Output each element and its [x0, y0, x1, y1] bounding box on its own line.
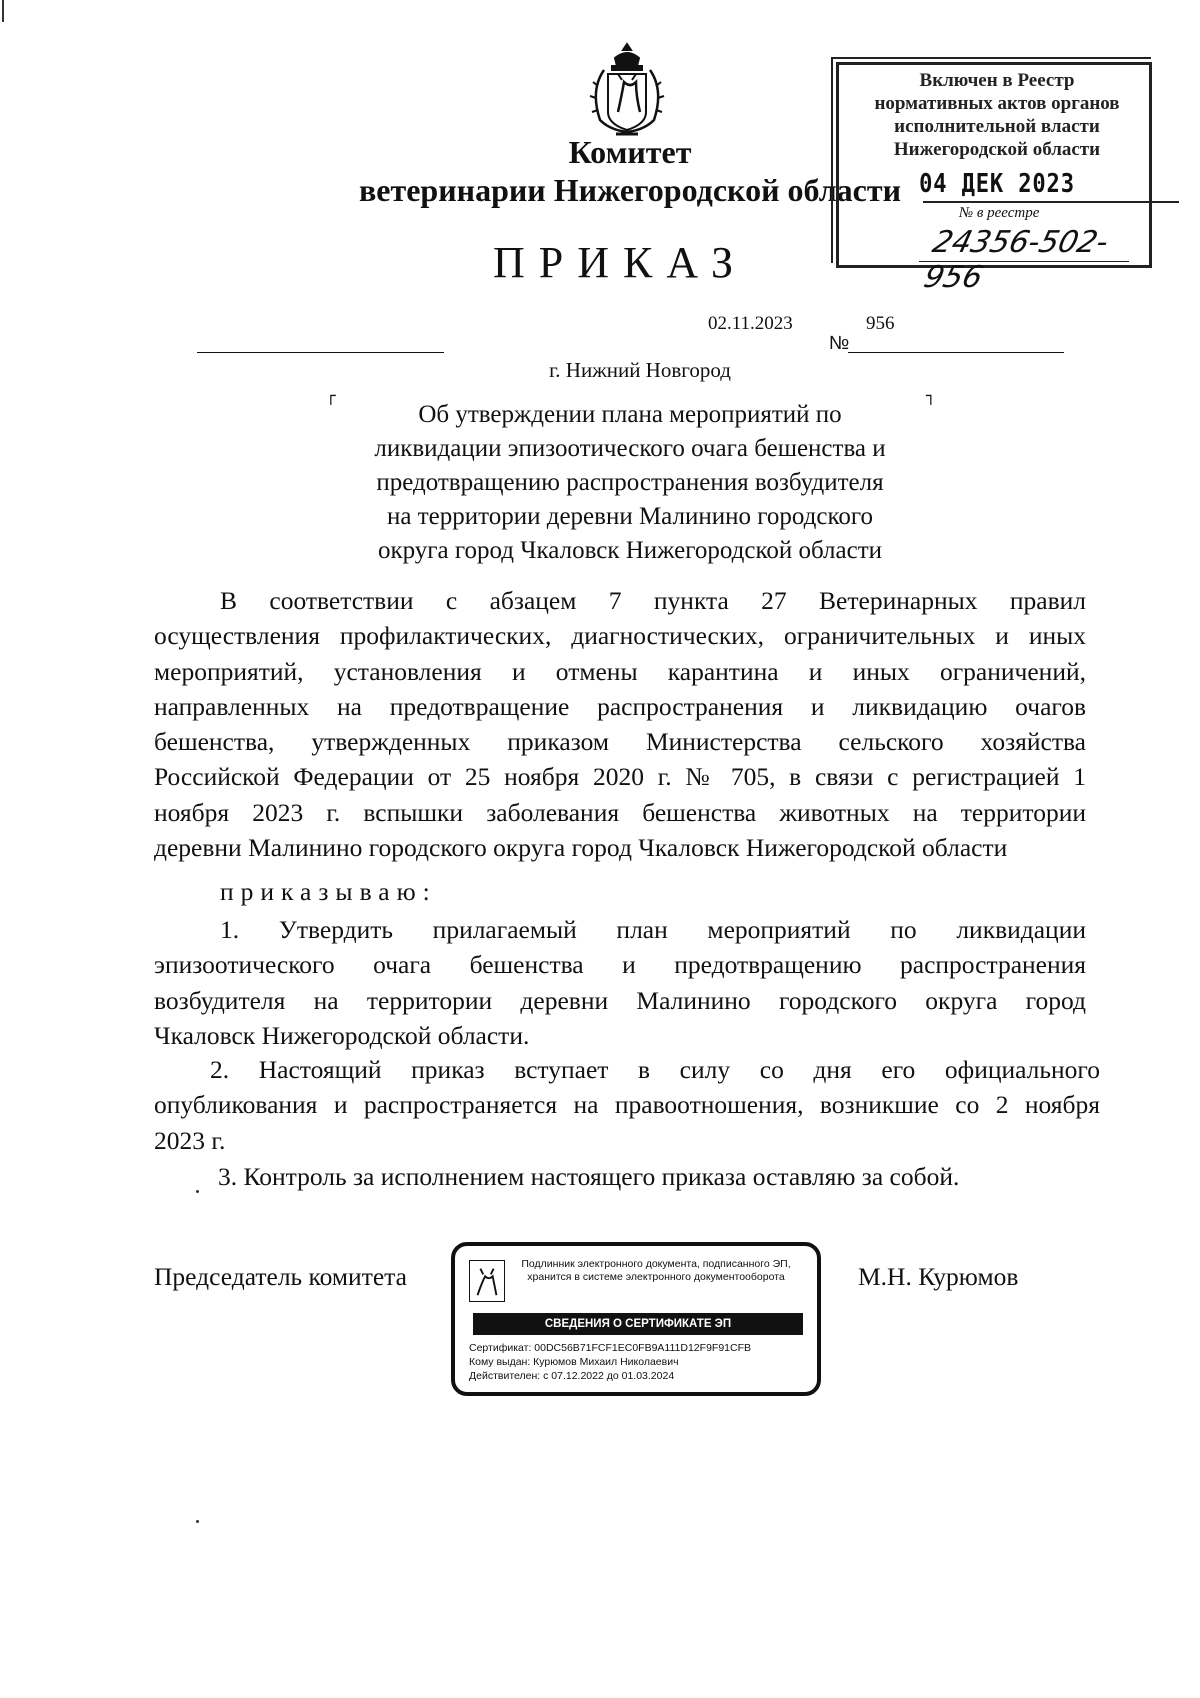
- signer-name: М.Н. Курюмов: [858, 1262, 1019, 1291]
- esig-note-line: Подлинник электронного документа, подписанного ЭП,: [521, 1258, 791, 1270]
- corner-bracket-left-icon: ┌: [326, 386, 336, 405]
- number-sign: №: [829, 333, 850, 354]
- signer-title: Председатель комитета: [154, 1262, 407, 1291]
- paragraph-line: Российской Федерации от 25 ноября 2020 г. № 705, в связи с регистрацией 1: [154, 762, 1086, 792]
- esig-validity: Действителен: с 07.12.2022 до 01.03.2024: [469, 1370, 675, 1382]
- item-line: Чкаловск Нижегородской области.: [154, 1020, 530, 1050]
- item-line: возбудителя на территории деревни Малинино городского округа город: [154, 985, 1086, 1015]
- city: г. Нижний Новгород: [549, 358, 731, 382]
- preamble-paragraph: [154, 583, 1086, 865]
- document-type-title: ПРИКАЗ: [492, 238, 748, 287]
- item-line: опубликования и распространяется на правоотношения, возникшие со 2 ноября: [154, 1090, 1100, 1120]
- date-underline: [197, 352, 444, 353]
- esig-original-note: [503, 1258, 809, 1284]
- stamp-line: нормативных актов органов: [874, 93, 1120, 114]
- paragraph-line: бешенства, утвержденных приказом Министерства сельского хозяйства: [154, 727, 1086, 757]
- esig-header: СВЕДЕНИЯ О СЕРТИФИКАТЕ ЭП: [473, 1313, 803, 1335]
- order-item-2: [154, 1052, 1100, 1158]
- number-underline: [848, 352, 1064, 353]
- item-line: 1. Утвердить прилагаемый план мероприятий по ликвидации: [220, 915, 1086, 944]
- subject-line: ликвидации эпизоотического очага бешенства и: [374, 435, 886, 462]
- organization-subtitle: ветеринарии Нижегородской области: [358, 172, 902, 208]
- item-line: 2. Настоящий приказ вступает в силу со дня его официального: [210, 1055, 1100, 1084]
- electronic-signature-block: [451, 1242, 821, 1396]
- order-date: 02.11.2023: [708, 313, 793, 334]
- item-line: 2023 г.: [154, 1125, 226, 1155]
- decree-word: приказываю:: [220, 877, 437, 906]
- registry-stamp: [836, 62, 1152, 295]
- stamp-registry-underline: [919, 261, 1129, 262]
- stamp-line: Нижегородской области: [893, 139, 1101, 160]
- scan-speck: [196, 1190, 199, 1193]
- stamp-registry-label: № в реестре: [959, 205, 1040, 221]
- coat-of-arms-emblem: [582, 40, 672, 140]
- corner-bracket-right-icon: ┐: [926, 386, 936, 405]
- paragraph-line: осуществления профилактических, диагностических, ограничительных и иных: [154, 621, 1086, 651]
- esig-issued-to: Кому выдан: Курюмов Михаил Николаевич: [469, 1356, 679, 1368]
- stamp-line: Включен в Реестр: [919, 70, 1075, 91]
- scan-speck: [196, 1520, 199, 1523]
- stamp-date: 04 ДЕК 2023: [919, 169, 1075, 199]
- organization-name: Комитет: [568, 134, 692, 170]
- esig-note-line: хранится в системе электронного документооборота: [527, 1271, 785, 1283]
- paragraph-line: ноября 2023 г. вспышки заболевания бешенства животных на территории: [154, 797, 1086, 827]
- stamp-registry-number: 24356-502-956: [920, 225, 1113, 295]
- paragraph-line: мероприятий, установления и отмены карантина и иных ограничений,: [154, 656, 1086, 686]
- subject-line: на территории деревни Малинино городского: [387, 503, 873, 530]
- order-item-1: [154, 912, 1086, 1053]
- paragraph-line: В соответствии с абзацем 7 пункта 27 Ветеринарных правил: [220, 586, 1086, 615]
- esig-certificate: Сертификат: 00DC56B71FCF1EC0FB9A111D12F9F91CFB: [469, 1342, 751, 1354]
- order-number: 956: [866, 313, 895, 334]
- paragraph-line: деревни Малинино городского округа город Чкаловск Нижегородской области: [154, 833, 1008, 863]
- item-line: эпизоотического очага бешенства и предотвращению распространения: [154, 950, 1086, 980]
- subject-line: Об утверждении плана мероприятий по: [418, 401, 842, 428]
- paragraph-line: направленных на предотвращение распространения и ликвидацию очагов: [154, 691, 1086, 721]
- order-subject: [310, 398, 950, 568]
- subject-line: округа город Чкаловск Нижегородской области: [377, 537, 883, 564]
- deer-emblem-icon: [469, 1260, 505, 1302]
- scan-edge-mark: [2, 0, 4, 22]
- order-item-3: 3. Контроль за исполнением настоящего приказа оставляю за собой.: [218, 1162, 960, 1191]
- subject-line: предотвращению распространения возбудителя: [376, 469, 884, 496]
- stamp-divider: [923, 201, 1179, 203]
- stamp-line: исполнительной власти: [894, 116, 1100, 137]
